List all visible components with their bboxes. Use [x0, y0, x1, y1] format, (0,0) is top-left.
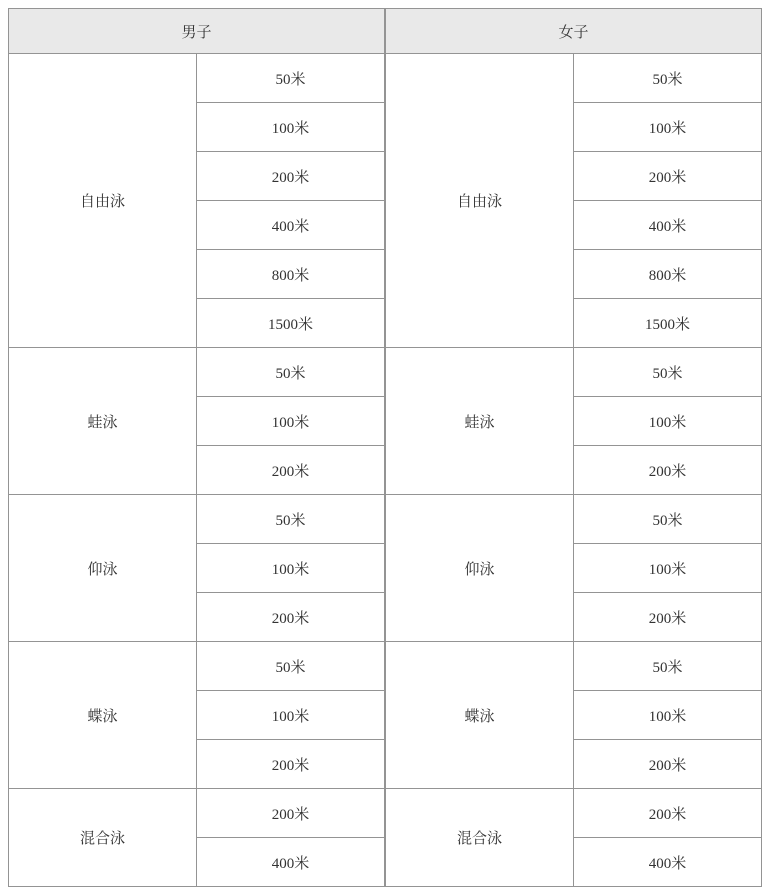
events-table-body	[386, 54, 762, 887]
gender-header-cell: 男子	[9, 9, 385, 54]
distance-cell: 200米	[197, 789, 385, 838]
header-row	[9, 9, 385, 54]
distance-cell: 100米	[574, 544, 762, 593]
event-row	[9, 642, 385, 691]
distance-cell: 50米	[574, 642, 762, 691]
event-row	[9, 789, 385, 838]
distance-cell: 100米	[574, 103, 762, 152]
distance-cell: 400米	[574, 838, 762, 887]
events-table-container	[8, 8, 762, 887]
events-table-men	[8, 8, 385, 887]
stroke-category-cell: 仰泳	[9, 495, 197, 642]
distance-cell: 200米	[574, 740, 762, 789]
distance-cell: 50米	[197, 54, 385, 103]
event-row	[9, 54, 385, 103]
distance-cell: 800米	[197, 250, 385, 299]
stroke-category-cell: 蛙泳	[386, 348, 574, 495]
event-row	[386, 642, 762, 691]
distance-cell: 1500米	[197, 299, 385, 348]
distance-cell: 800米	[574, 250, 762, 299]
distance-cell: 200米	[197, 593, 385, 642]
distance-cell: 400米	[574, 201, 762, 250]
distance-cell: 200米	[574, 152, 762, 201]
distance-cell: 100米	[197, 103, 385, 152]
distance-cell: 200米	[197, 740, 385, 789]
distance-cell: 50米	[574, 54, 762, 103]
distance-cell: 50米	[197, 642, 385, 691]
gender-header-cell: 女子	[386, 9, 762, 54]
distance-cell: 200米	[197, 446, 385, 495]
distance-cell: 200米	[574, 446, 762, 495]
distance-cell: 50米	[574, 348, 762, 397]
stroke-category-cell: 仰泳	[386, 495, 574, 642]
stroke-category-cell: 自由泳	[386, 54, 574, 348]
distance-cell: 100米	[197, 397, 385, 446]
distance-cell: 50米	[197, 348, 385, 397]
events-table-women	[385, 8, 762, 887]
stroke-category-cell: 混合泳	[9, 789, 197, 887]
distance-cell: 100米	[574, 691, 762, 740]
event-row	[386, 348, 762, 397]
stroke-category-cell: 蝶泳	[9, 642, 197, 789]
header-row	[386, 9, 762, 54]
distance-cell: 100米	[574, 397, 762, 446]
distance-cell: 400米	[197, 838, 385, 887]
distance-cell: 50米	[574, 495, 762, 544]
distance-cell: 200米	[574, 593, 762, 642]
stroke-category-cell: 蛙泳	[9, 348, 197, 495]
distance-cell: 200米	[574, 789, 762, 838]
event-row	[386, 54, 762, 103]
event-row	[386, 495, 762, 544]
stroke-category-cell: 蝶泳	[386, 642, 574, 789]
distance-cell: 1500米	[574, 299, 762, 348]
event-row	[9, 495, 385, 544]
distance-cell: 100米	[197, 544, 385, 593]
event-row	[9, 348, 385, 397]
distance-cell: 200米	[197, 152, 385, 201]
distance-cell: 50米	[197, 495, 385, 544]
distance-cell: 100米	[197, 691, 385, 740]
events-table-body	[9, 54, 385, 887]
stroke-category-cell: 自由泳	[9, 54, 197, 348]
stroke-category-cell: 混合泳	[386, 789, 574, 887]
distance-cell: 400米	[197, 201, 385, 250]
event-row	[386, 789, 762, 838]
